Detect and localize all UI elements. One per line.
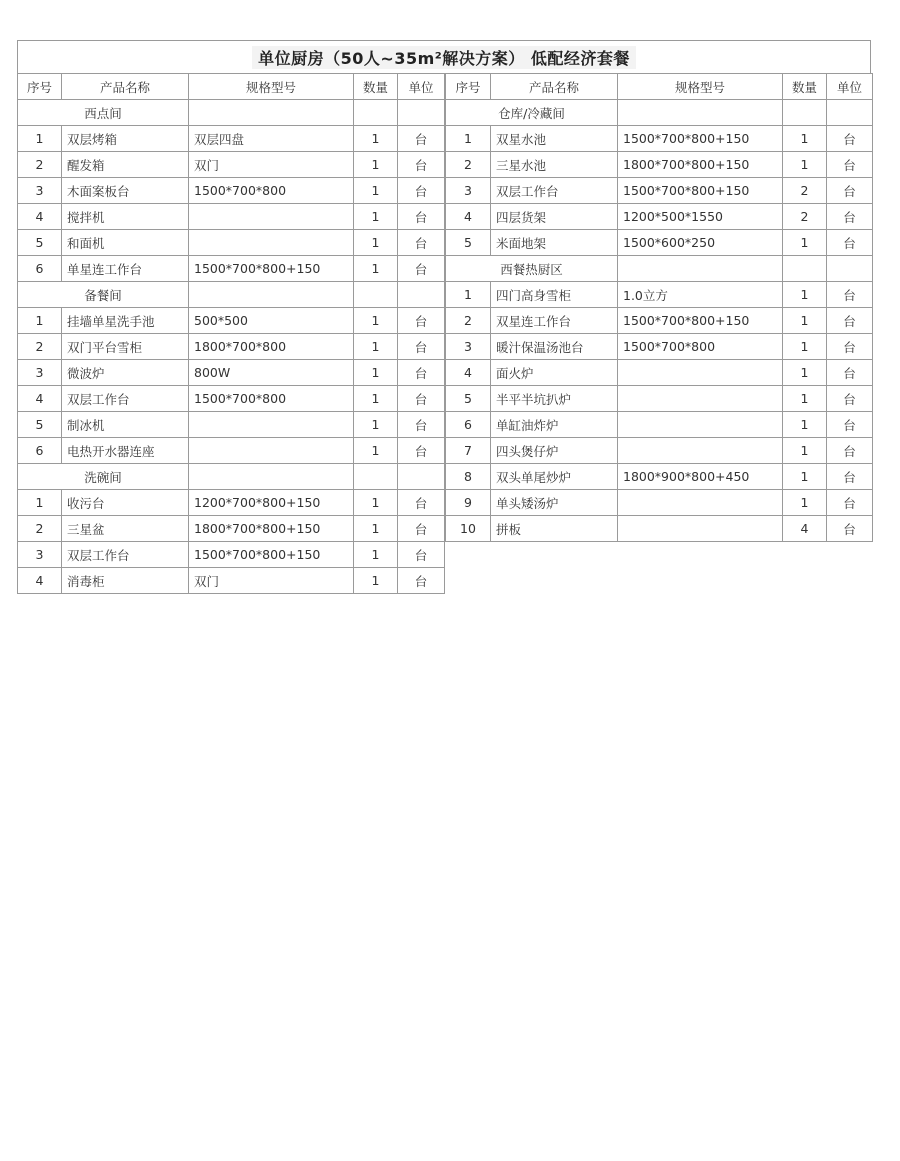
cell-unit: 台 — [827, 334, 873, 360]
table-row — [446, 464, 873, 490]
cell-unit: 台 — [827, 178, 873, 204]
cell-qty: 1 — [783, 230, 827, 256]
section-row — [446, 256, 873, 282]
cell-no: 5 — [446, 230, 491, 256]
cell-no: 2 — [18, 516, 62, 542]
cell-no: 6 — [18, 256, 62, 282]
cell-name: 双层工作台 — [62, 542, 189, 568]
table-row — [446, 386, 873, 412]
cell-qty: 4 — [783, 516, 827, 542]
header-name: 产品名称 — [491, 74, 618, 100]
section-empty-cell — [354, 282, 398, 308]
cell-name: 木面案板台 — [62, 178, 189, 204]
section-row — [18, 282, 445, 308]
section-empty-cell — [783, 256, 827, 282]
cell-unit: 台 — [398, 360, 445, 386]
header-name: 产品名称 — [62, 74, 189, 100]
table-row — [18, 542, 445, 568]
cell-qty: 1 — [354, 386, 398, 412]
table-row — [18, 412, 445, 438]
cell-unit: 台 — [827, 438, 873, 464]
cell-name: 微波炉 — [62, 360, 189, 386]
cell-no: 1 — [18, 308, 62, 334]
cell-spec: 1500*700*800 — [189, 386, 354, 412]
section-empty-cell — [189, 464, 354, 490]
cell-no: 3 — [18, 360, 62, 386]
header-qty: 数量 — [354, 74, 398, 100]
cell-unit: 台 — [398, 568, 445, 594]
cell-unit: 台 — [398, 412, 445, 438]
section-empty-cell — [398, 282, 445, 308]
cell-qty: 1 — [354, 126, 398, 152]
cell-spec: 1500*700*800+150 — [618, 178, 783, 204]
cell-qty: 1 — [783, 126, 827, 152]
table-row — [18, 568, 445, 594]
section-empty-cell — [189, 282, 354, 308]
table-row — [18, 204, 445, 230]
section-empty-cell — [618, 256, 783, 282]
left-table-body — [18, 74, 445, 594]
section-row — [446, 100, 873, 126]
cell-qty: 1 — [354, 256, 398, 282]
section-empty-cell — [354, 100, 398, 126]
cell-unit: 台 — [398, 256, 445, 282]
section-empty-cell — [827, 256, 873, 282]
cell-spec — [618, 386, 783, 412]
cell-qty: 1 — [783, 438, 827, 464]
section-label: 西餐热厨区 — [446, 256, 618, 282]
table-row — [18, 490, 445, 516]
cell-no: 3 — [446, 178, 491, 204]
section-empty-cell — [189, 100, 354, 126]
table-row — [18, 334, 445, 360]
cell-no: 2 — [446, 308, 491, 334]
cell-spec: 1500*700*800+150 — [189, 542, 354, 568]
cell-no: 2 — [18, 152, 62, 178]
equipment-sheet — [17, 40, 871, 594]
cell-no: 6 — [446, 412, 491, 438]
cell-name: 单头矮汤炉 — [491, 490, 618, 516]
cell-qty: 1 — [783, 412, 827, 438]
cell-name: 和面机 — [62, 230, 189, 256]
cell-spec: 双门 — [189, 568, 354, 594]
section-row — [18, 464, 445, 490]
table-row — [18, 360, 445, 386]
cell-qty: 1 — [354, 438, 398, 464]
cell-unit: 台 — [398, 438, 445, 464]
cell-unit: 台 — [827, 386, 873, 412]
cell-unit: 台 — [398, 230, 445, 256]
header-spec: 规格型号 — [618, 74, 783, 100]
cell-qty: 1 — [354, 516, 398, 542]
cell-qty: 1 — [354, 230, 398, 256]
cell-name: 双层工作台 — [491, 178, 618, 204]
cell-qty: 1 — [354, 204, 398, 230]
table-row — [18, 178, 445, 204]
cell-unit: 台 — [827, 152, 873, 178]
cell-unit: 台 — [827, 282, 873, 308]
cell-spec — [618, 438, 783, 464]
cell-spec: 500*500 — [189, 308, 354, 334]
cell-unit: 台 — [827, 516, 873, 542]
cell-name: 双层烤箱 — [62, 126, 189, 152]
cell-spec: 1500*700*800 — [618, 334, 783, 360]
cell-spec: 1500*700*800 — [189, 178, 354, 204]
cell-spec: 1800*700*800 — [189, 334, 354, 360]
section-label: 仓库/冷藏间 — [446, 100, 618, 126]
table-row — [18, 152, 445, 178]
header-spec: 规格型号 — [189, 74, 354, 100]
cell-name: 面火炉 — [491, 360, 618, 386]
cell-unit: 台 — [398, 152, 445, 178]
cell-name: 暖汁保温汤池台 — [491, 334, 618, 360]
cell-name: 电热开水器连座 — [62, 438, 189, 464]
table-row — [18, 516, 445, 542]
cell-spec: 1500*700*800+150 — [618, 126, 783, 152]
cell-qty: 1 — [783, 490, 827, 516]
table-row — [18, 256, 445, 282]
cell-spec: 1200*700*800+150 — [189, 490, 354, 516]
cell-no: 8 — [446, 464, 491, 490]
cell-name: 单缸油炸炉 — [491, 412, 618, 438]
cell-spec — [618, 412, 783, 438]
cell-name: 收污台 — [62, 490, 189, 516]
cell-no: 4 — [18, 386, 62, 412]
cell-name: 双头单尾炒炉 — [491, 464, 618, 490]
cell-spec: 1500*600*250 — [618, 230, 783, 256]
cell-no: 1 — [446, 282, 491, 308]
section-empty-cell — [618, 100, 783, 126]
cell-spec: 1.0立方 — [618, 282, 783, 308]
cell-no: 5 — [18, 230, 62, 256]
cell-name: 双层工作台 — [62, 386, 189, 412]
table-row — [446, 126, 873, 152]
cell-qty: 1 — [354, 360, 398, 386]
cell-name: 双星连工作台 — [491, 308, 618, 334]
right-table-body — [446, 74, 873, 542]
left-equipment-table — [17, 73, 445, 594]
cell-unit: 台 — [827, 308, 873, 334]
table-row — [18, 308, 445, 334]
section-label: 洗碗间 — [18, 464, 189, 490]
cell-no: 1 — [18, 126, 62, 152]
cell-qty: 1 — [783, 308, 827, 334]
cell-no: 4 — [446, 360, 491, 386]
cell-no: 4 — [18, 204, 62, 230]
header-row — [446, 74, 873, 100]
cell-unit: 台 — [827, 490, 873, 516]
cell-spec: 800W — [189, 360, 354, 386]
table-row — [446, 152, 873, 178]
header-no: 序号 — [446, 74, 491, 100]
table-row — [18, 386, 445, 412]
header-no: 序号 — [18, 74, 62, 100]
cell-unit: 台 — [827, 230, 873, 256]
cell-unit: 台 — [827, 204, 873, 230]
cell-name: 半平半坑扒炉 — [491, 386, 618, 412]
title-row — [17, 40, 871, 73]
table-row — [446, 412, 873, 438]
cell-unit: 台 — [398, 178, 445, 204]
cell-spec — [189, 438, 354, 464]
header-row — [18, 74, 445, 100]
cell-no: 10 — [446, 516, 491, 542]
cell-spec — [189, 230, 354, 256]
cell-name: 挂墙单星洗手池 — [62, 308, 189, 334]
sheet-title: 单位厨房（50人~35m²解决方案） 低配经济套餐 — [252, 46, 636, 69]
cell-qty: 1 — [783, 334, 827, 360]
table-row — [446, 178, 873, 204]
cell-qty: 1 — [783, 282, 827, 308]
table-row — [446, 490, 873, 516]
section-empty-cell — [398, 464, 445, 490]
section-empty-cell — [827, 100, 873, 126]
cell-qty: 1 — [354, 568, 398, 594]
cell-qty: 1 — [354, 334, 398, 360]
cell-unit: 台 — [398, 516, 445, 542]
cell-no: 3 — [18, 542, 62, 568]
cell-name: 四层货架 — [491, 204, 618, 230]
cell-qty: 1 — [354, 152, 398, 178]
cell-unit: 台 — [398, 490, 445, 516]
section-label: 备餐间 — [18, 282, 189, 308]
cell-unit: 台 — [827, 412, 873, 438]
cell-no: 3 — [446, 334, 491, 360]
cell-no: 2 — [18, 334, 62, 360]
cell-qty: 1 — [783, 464, 827, 490]
cell-name: 三星水池 — [491, 152, 618, 178]
cell-spec — [618, 360, 783, 386]
cell-name: 四头煲仔炉 — [491, 438, 618, 464]
cell-qty: 1 — [354, 542, 398, 568]
cell-no: 3 — [18, 178, 62, 204]
cell-no: 1 — [18, 490, 62, 516]
cell-spec — [189, 204, 354, 230]
header-qty: 数量 — [783, 74, 827, 100]
table-row — [446, 282, 873, 308]
cell-name: 拼板 — [491, 516, 618, 542]
table-row — [446, 516, 873, 542]
cell-unit: 台 — [398, 308, 445, 334]
header-unit: 单位 — [398, 74, 445, 100]
cell-no: 5 — [446, 386, 491, 412]
cell-qty: 1 — [354, 308, 398, 334]
cell-name: 双星水池 — [491, 126, 618, 152]
cell-name: 醒发箱 — [62, 152, 189, 178]
tables-wrapper — [17, 73, 871, 594]
cell-unit: 台 — [398, 386, 445, 412]
section-empty-cell — [354, 464, 398, 490]
table-row — [446, 438, 873, 464]
table-row — [446, 204, 873, 230]
right-equipment-table — [445, 73, 873, 542]
cell-no: 9 — [446, 490, 491, 516]
header-unit: 单位 — [827, 74, 873, 100]
cell-spec: 双门 — [189, 152, 354, 178]
section-empty-cell — [398, 100, 445, 126]
table-row — [446, 230, 873, 256]
cell-spec: 1800*700*800+150 — [189, 516, 354, 542]
section-empty-cell — [783, 100, 827, 126]
cell-qty: 2 — [783, 178, 827, 204]
table-row — [446, 360, 873, 386]
cell-unit: 台 — [398, 126, 445, 152]
cell-unit: 台 — [827, 464, 873, 490]
cell-spec: 1500*700*800+150 — [618, 308, 783, 334]
cell-spec: 1800*700*800+150 — [618, 152, 783, 178]
cell-spec — [189, 412, 354, 438]
cell-spec — [618, 516, 783, 542]
cell-name: 四门高身雪柜 — [491, 282, 618, 308]
cell-no: 7 — [446, 438, 491, 464]
cell-no: 1 — [446, 126, 491, 152]
cell-spec: 1500*700*800+150 — [189, 256, 354, 282]
cell-spec: 1800*900*800+450 — [618, 464, 783, 490]
cell-qty: 1 — [783, 152, 827, 178]
section-label: 西点间 — [18, 100, 189, 126]
cell-name: 三星盆 — [62, 516, 189, 542]
cell-unit: 台 — [398, 334, 445, 360]
cell-name: 米面地架 — [491, 230, 618, 256]
cell-unit: 台 — [398, 542, 445, 568]
cell-spec — [618, 490, 783, 516]
cell-name: 双门平台雪柜 — [62, 334, 189, 360]
cell-qty: 2 — [783, 204, 827, 230]
cell-spec: 双层四盘 — [189, 126, 354, 152]
cell-qty: 1 — [354, 178, 398, 204]
cell-name: 消毒柜 — [62, 568, 189, 594]
table-row — [18, 438, 445, 464]
section-row — [18, 100, 445, 126]
cell-no: 5 — [18, 412, 62, 438]
table-row — [446, 334, 873, 360]
cell-qty: 1 — [783, 386, 827, 412]
table-row — [446, 308, 873, 334]
cell-qty: 1 — [783, 360, 827, 386]
cell-no: 4 — [18, 568, 62, 594]
cell-no: 2 — [446, 152, 491, 178]
table-row — [18, 126, 445, 152]
cell-name: 单星连工作台 — [62, 256, 189, 282]
cell-name: 制冰机 — [62, 412, 189, 438]
cell-unit: 台 — [827, 126, 873, 152]
cell-unit: 台 — [398, 204, 445, 230]
cell-no: 6 — [18, 438, 62, 464]
table-row — [18, 230, 445, 256]
cell-no: 4 — [446, 204, 491, 230]
cell-name: 搅拌机 — [62, 204, 189, 230]
cell-unit: 台 — [827, 360, 873, 386]
cell-spec: 1200*500*1550 — [618, 204, 783, 230]
cell-qty: 1 — [354, 490, 398, 516]
cell-qty: 1 — [354, 412, 398, 438]
